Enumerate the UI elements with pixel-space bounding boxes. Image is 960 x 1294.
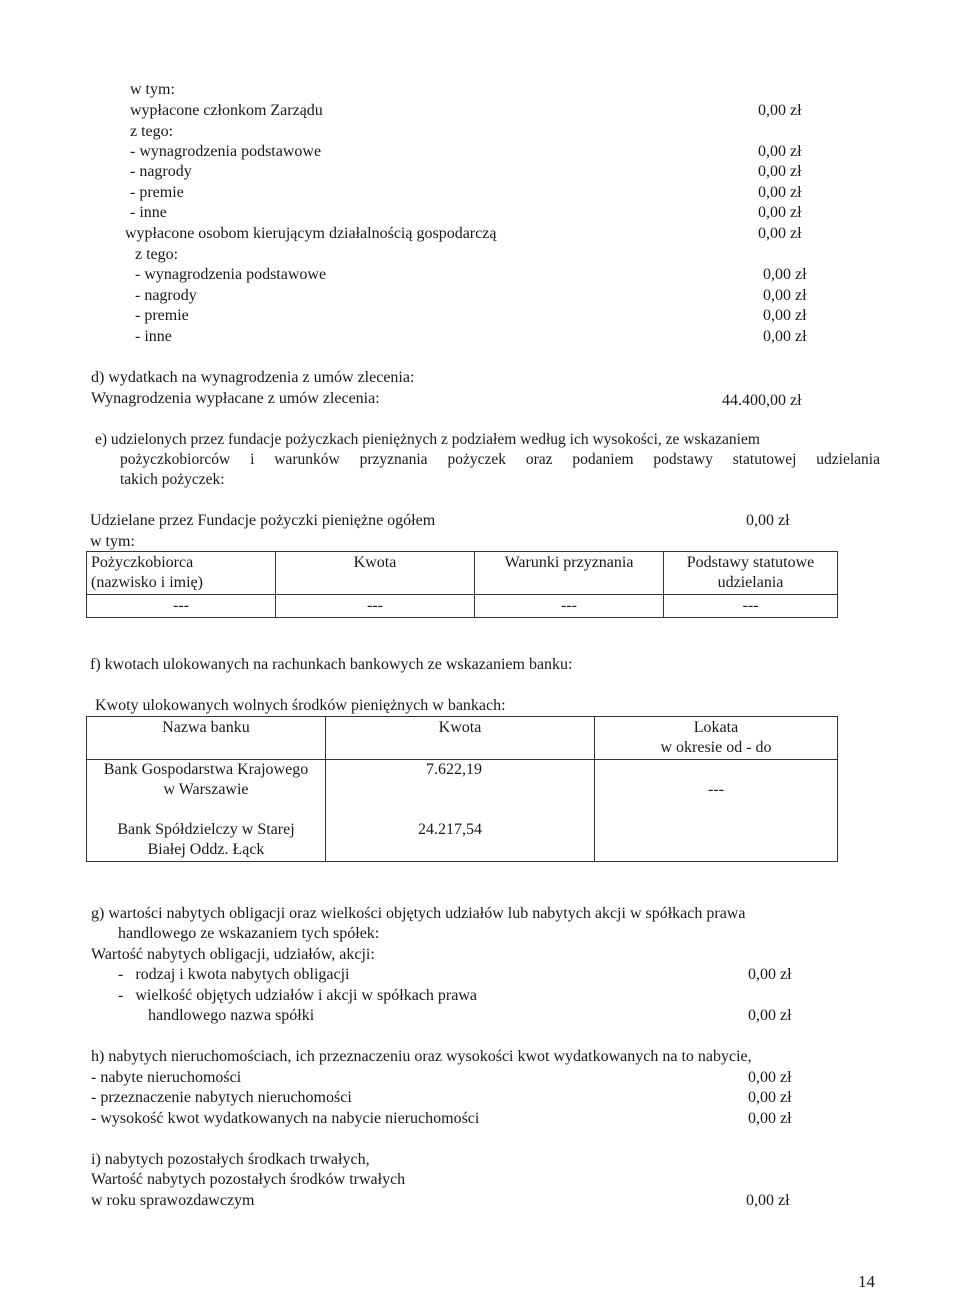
section-e-heading: e) udzielonych przez fundacje pożyczkach pieniężnych z podziałem według ich wysokości, ze wskazaniem [95,431,760,448]
bank-name: Bank Gospodarstwa Krajowego [103,761,309,778]
loans-table [86,551,838,618]
section-f-subheading: Kwoty ulokowanych wolnych środków pieniężnych w bankach: [95,697,506,714]
managers-item-label: - inne [135,328,172,345]
table-header-cell [87,717,326,760]
banks-col-deposit: Lokata [693,719,739,736]
table-header-cell [595,717,838,760]
table-cell: --- [664,595,838,618]
table-header-cell [475,552,664,595]
bank-name: Bank Spółdzielczy w Starej [117,821,295,838]
bank-amount: 24.217,54 [418,821,482,838]
section-d-amount: 44.400,00 zł [722,392,802,409]
section-h-item-amount: 0,00 zł [748,1089,792,1106]
section-i-heading: i) nabytych pozostałych środkach trwałych, [91,1151,370,1168]
table-header-cell [276,552,475,595]
section-d-label: Wynagrodzenia wypłacane z umów zlecenia: [91,390,380,407]
bank-name-sub: Białej Oddz. Łąck [147,841,265,858]
managers-item-amount: 0,00 zł [763,328,807,345]
table-header-cell [326,717,595,760]
section-g-item: - wielkość objętych udziałów i akcji w spółkach prawa [118,987,477,1004]
loans-total-amount: 0,00 zł [746,512,790,529]
section-h-item: - przeznaczenie nabytych nieruchomości [91,1089,352,1106]
section-g-label: Wartość nabytych obligacji, udziałów, akcji: [91,946,375,963]
bank-name-sub: w Warszawie [163,781,249,798]
bank-deposit: --- [708,781,724,798]
board-item-amount: 0,00 zł [758,143,802,160]
table-cell: --- [276,595,475,618]
section-i-amount: 0,00 zł [746,1192,790,1209]
board-item-amount: 0,00 zł [758,163,802,180]
section-g-heading2: handlowego ze wskazaniem tych spółek: [118,925,380,942]
board-item-label: - premie [130,184,184,201]
banks-col-name: Nazwa banku [162,719,250,736]
section-e-line2: pożyczkobiorców i warunków przyznania pożyczek oraz podaniem podstawy statutowej udzielania [120,451,880,468]
section-g-item-amount: 0,00 zł [748,966,792,983]
table-cell [87,760,326,862]
section-e-line3: takich pożyczek: [120,471,225,488]
section-i-line2: Wartość nabytych pozostałych środków trwałych [91,1171,406,1188]
section-h-item-amount: 0,00 zł [748,1110,792,1127]
section-g-item-line2: handlowego nazwa spółki [148,1007,315,1024]
board-item-amount: 0,00 zł [758,204,802,221]
managers-item-label: - wynagrodzenia podstawowe [135,266,327,283]
section-d-heading: d) wydatkach na wynagrodzenia z umów zlecenia: [91,369,415,386]
board-total: 0,00 zł [758,102,802,119]
table-cell: --- [475,595,664,618]
managers-item-label: - premie [135,307,189,324]
table-cell [595,760,838,862]
managers-item-label: - nagrody [135,287,197,304]
banks-table [86,716,838,862]
table-header-cell [664,552,838,595]
z-tego-label: z tego: [130,123,174,140]
loans-col-conditions: Warunki przyznania [504,554,634,571]
managers-item-amount: 0,00 zł [763,287,807,304]
section-g-item-amount: 0,00 zł [748,1007,792,1024]
managers-total: 0,00 zł [758,225,802,242]
managers-label: wypłacone osobom kierującym działalnością gospodarczą [125,225,497,242]
loans-col-amount: Kwota [353,554,397,571]
table-row [87,760,838,862]
table-header-row [87,552,838,595]
board-label: wypłacone członkom Zarządu [130,102,323,119]
section-f-heading: f) kwotach ulokowanych na rachunkach bankowych ze wskazaniem banku: [90,656,573,673]
board-item-label: - inne [130,204,167,221]
section-h-item-amount: 0,00 zł [748,1069,792,1086]
banks-col-deposit-sub: w okresie od - do [660,739,772,756]
section-g-heading: g) wartości nabytych obligacji oraz wielkości objętych udziałów lub nabytych akcji w spółkach prawa [91,905,746,922]
page-number: 14 [858,1272,875,1291]
w-tym-label: w tym: [130,81,175,98]
table-row [87,595,838,618]
z-tego-label: z tego: [135,246,179,263]
loans-col-borrower-sub: (nazwisko i imię) [91,574,203,591]
board-item-amount: 0,00 zł [758,184,802,201]
banks-col-amount: Kwota [438,719,482,736]
loans-col-basis-sub: udzielania [717,574,784,591]
table-header-row [87,717,838,760]
section-h-heading: h) nabytych nieruchomościach, ich przeznaczeniu oraz wysokości kwot wydatkowanych na to nabycie, [91,1048,752,1065]
loans-total-label: Udzielane przez Fundacje pożyczki pieniężne ogółem [90,512,436,529]
table-cell [326,760,595,862]
table-header-cell [87,552,276,595]
loans-col-basis: Podstawy statutowe [686,554,815,571]
managers-item-amount: 0,00 zł [763,307,807,324]
section-h-item: - wysokość kwot wydatkowanych na nabycie nieruchomości [91,1110,480,1127]
bank-amount: 7.622,19 [426,761,482,778]
loans-col-borrower: Pożyczkobiorca [91,554,194,571]
managers-item-amount: 0,00 zł [763,266,807,283]
board-item-label: - nagrody [130,163,192,180]
w-tym-label: w tym: [90,533,135,550]
table-cell: --- [87,595,276,618]
section-i-line3: w roku sprawozdawczym [91,1192,255,1209]
board-item-label: - wynagrodzenia podstawowe [130,143,322,160]
section-g-item: - rodzaj i kwota nabytych obligacji [118,966,350,983]
section-h-item: - nabyte nieruchomości [91,1069,242,1086]
